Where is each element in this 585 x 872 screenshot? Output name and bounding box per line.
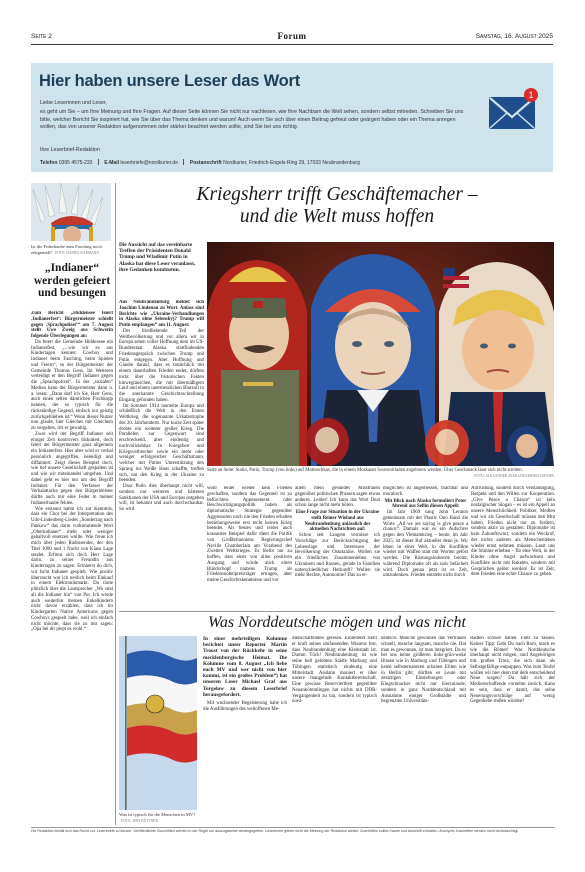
main-column-5: Aufrüstung, sondern durch Verständigung, Respekt und den Willen zur Kooperation. „Give Peace a Chance“ ist kein nostalgischer Slogan – es ist ein Appell an unsere Menschlichkeit. Politiker, Medien und wir als Gesellschaft müssen den Mut haben, Frieden nicht nur zu fordern, sondern aktiv zu gestalten. Diplomatie ist kein Zukunftswort, sondern ein Weckruf, der nichts anderes als Menschenleben wieder ernst nehmen müssen. Lasst uns die Stimme erheben – für eine Welt, in der Kinder ohne Angst aufwachsen und Konflikte nicht mit Raketen, sondern mit Gesprächen gelöst werden! Es ist Zeit, dem Frieden eine echte Chance zu geben.: [471, 486, 555, 578]
side-story-paragraph: Zwar wird der Begriff Indianer seit einiger Zeit kontrovers diskutiert, doch feiert der Bürgermeister ganz allgemein ein Indianerfest. Hier aber wird er verbal persönlich angegriffen, beleidigt und diffamiert. Zeigt dieses Beispiel doch, wie tief unsere Gesellschaft gespalten ist und wie wir miteinander umgehen. Und dabei geht es hier nur um den Begriff Indianer. Für den Verfasser der Verbalattacke gegen den Bürgermeister dürfte auch mir eine Feder in meiner Indianerhaube fehlen.: [31, 431, 113, 506]
issue-date: Samstag, 16. August 2025: [475, 33, 553, 40]
letter-intro: Eine Frage zur Situation in der Ukraine stellt Reiner Wieland aus Neubrandenburg anlässlich der aktuellen Nachrichten auf:: [295, 510, 380, 533]
banner-signoff: Ihre Leserbrief-Redaktion: [40, 147, 100, 153]
letter-intro: Aus Neubrandenburg meldet sich Joachim Lindenau zu Wort. Anlass sind Berichte wie „Ukraine-Verhandlungen in Alaska ohne Selenskyj? Trump will Putin empfangen“ am 11. August:: [119, 300, 204, 328]
section-name: Forum: [277, 31, 307, 41]
second-headline: Was Norddeutsche mögen und was nicht: [208, 614, 466, 631]
matryoshka-photo: [207, 242, 554, 466]
side-story-headline: „Indianer“ werden gefeiert und besungen: [33, 262, 111, 299]
footer-divider: [31, 827, 555, 828]
main-lead: Die Aussicht auf das vereinbarte Treffen der Präsidenten Donald Trump und Wladimir Putin in Alaska hat diese Leser veranlasst, ihre Gedanken kundzutun.: [119, 242, 196, 273]
matryoshka-photo-caption: Seite an Seite: Stalin, Putin, Trump (von links) auf Matroschkas, die in einem Moskauer Souvenirladen angeboten werden. Über Geschmack lässt sich nicht streiten. FOTO: ALEXANDER ZEMLIANICHENKO/AP/DPA: [207, 468, 554, 478]
flag-photo: [119, 636, 197, 810]
column-divider: [115, 183, 116, 825]
letter-intro: Mit Blick nach Alaska formuliert Peter Ahrend aus Sellin diesen Appell:: [384, 498, 467, 510]
side-story-paragraph: Da feiert die Gemeinde Hiddensee ein Indianerfest, „...wie wir es aus Kindertagen kennen: Cowboy und Indianer beim Fasching, beim Spielen und Feiern“, so der Bürgermeister der Gemeinde Thomas Gens. Im Weiteren verteidigt er den Begriff Indianer gegen die „Sprachpolizei“. In der „sozialen“ Medien kann der Bürgermeister dann u. a. lesen: „Dann darf ich Sie, Herr Gens, auch einen selten dämlichen Fischkopp nennen, der so typisch für die rückständige Gegend, einfach nur geistig zurückgeblieben ist.“ Wenn dieser Nutzer nun glaubt, hier Gleiches mit Gleichem zu vergelten, irrt er gewaltig.: [31, 339, 113, 431]
second-column-2: dienschaffenden gelesen. Einleitend stellt er kraft seines umfassenden Wissens fest, dass Neubrandenburg eine Kleinstadt ist. Dumm Tüch! Neubrandenburg ist wie seine hell gelobten Städte Marburg und Tübingen statistisch eindeutig eine Mittelstadt. Aisdann moniert er über unsere mangelnde Kontaktbereitschaft. Eine gewisse Reserviertheit gegenüber Neuankömmlingen hat nichts mit DDR-Vergangenheit zu tun, sondern ist typisch nord-: [292, 636, 377, 705]
second-lead: In einer mehrteiligen Kolumne berichtet unser Reporter Martin Troost von der Rückkehr in seine mecklenburgische Heimat. Die Kolumne vom 8. August „Ich liebe euch MV und wer nicht von hier kommt, ist ein großes Problem“) hat unseren Leser Michael Graf aus Torgelow zu diesem Leserbrief herausgefordert.: [203, 636, 287, 698]
phone-number: 0395 4575-233: [58, 160, 93, 166]
main-column-2: wohl leider wieder kein Frieden geschaffen, sondern das Gegenteil ist zu befürchten. Appeasement oder Beschwichtigungspolitik haben als diplomatische Strategie gegenüber Aggressoren noch nie den Frieden erhalten beziehungsweise erst recht keinen Krieg beendet. Als bestes und leider auch krassestes Beispiel dafür dient die Politik von Großbritanniens Regierungschef Neville Chamberlain am Vorabend des Zweiten Weltkrieges. Es bleibt nur zu hoffen, dass einer von allen positiven Ausgang und würde auch einen Blindschopf namens Trump als Friedensnobelpreisträger ertragen, aber meine Geschichtskenntnisse und vor: [207, 486, 292, 583]
letter-paragraph: Im Sommer 1914 taumelte Europa und schließlich die Welt in den Ersten Weltkrieg, die sogenannte Urkatastrophe des 20. Jahrhunderts. Nur kurze Zeit später drohte ein weiterer großer Krieg. Die Parallelen zur Gegenwart sind erschreckend, aber eindeutig und nachvollziehbar. In Kriegsherr und Kriegsverbrecher sowie ein mehr oder weniger erfolgreicher Geschäftsmann, welcher mit Putins Unterstützung den Sprung ins Weiße Haus schaffte, treffen sich, um den Krieg in der Ukraine zu beenden.: [119, 403, 204, 484]
letter-paragraph: Dass Putin dies überhaupt nicht will, sondern nur weiteren und härteren Sanktionen der USA und Europas entgehen will, ist bekannt und auch durchschaubar. So wird: [119, 484, 204, 512]
side-story-body: [31, 311, 113, 825]
second-column-1: In einer mehrteiligen Kolumne berichtet unser Reporter Martin Troost von der Rückkehr in seine mecklenburgische Heimat. Die Kolumne vom 8. August „Ich liebe euch MV und wer nicht von hier kommt, ist ein großes Problem“) hat unseren Leser Michael Graf aus Torgelow zu diesem Leserbrief herausgefordert. Mit wachsender Begeisterung habe ich die Ausführungen des weltoffenen Me-: [203, 636, 287, 712]
email-address[interactable]: leserbriefe@nordkurier.de: [120, 160, 178, 166]
letter-paragraph: Der friedliebende Teil der Weltbevölkerung und vor allem wir in Europa sehen voller Hoffnung dem im US-Bundesstaat Alaska stattfindenden Friedensgespräch zwischen Trump und Putin entgegen. Aber Hoffnung und Glaube darauf, dass es tatsächlich mit einem dauerhaften Frieden endet, dürften nicht über die historischen Fakten hinwegtäuschen, die mit übermäßigem Leid und einem unermesslichen Blutzoll in die anerkannte Geschichtsschreibung Eingang gefunden haben.: [119, 328, 204, 403]
main-column-4: möglichen ist angemessen, machbar und moralisch. Mit Blick nach Alaska formuliert Peter Ahrend aus Sellin diesen Appell: Im Jahr 1969 sang John Lennon gemeinsam mit der Plastic Ono Band die Worte „All we are saying is give peace a chance“. Damals war es ein Aufschrei gegen den Vietnamkrieg – heute, im Jahr 2025, ist dieser Ruf aktueller denn je. Wir leben in einer Welt, in der Konflikte wieder mit Waffen statt mit Worten gelöst werden. Die Rüstungsindustrie boomt, während Diplomatie oft als naiv belächelt wird. Doch genau jetzt ist es Zeit, umzudenken. Frieden entsteht nicht durch: [383, 486, 468, 579]
main-column-1: [119, 300, 204, 608]
reader-letters-banner: [31, 63, 553, 172]
side-story-lead: Zum Bericht „Hiddensee feiert ‚Indianerfest‘: Bürgermeister schießt gegen ‚Sprachpolizei‘“ am 7. August stellt Uwe Zweig aus Schwerin folgende Überlegungen an:: [31, 311, 113, 339]
banner-greeting: Liebe Leserinnen und Leser,: [40, 100, 107, 106]
notification-badge: 1: [528, 90, 534, 100]
headdress-photo: [31, 183, 111, 241]
banner-title: Hier haben unsere Leser das Wort: [39, 72, 301, 90]
envelope-icon: [487, 85, 539, 145]
postal-address: Nordkurier, Friedrich-Engels-Ring 29, 17033 Neubrandenburg: [223, 160, 360, 166]
section-divider: [119, 611, 555, 612]
side-story-paragraph: Wie erstaunt nahm ich zur Kenntnis, dass ein Chor bei der Interpretation des Udo-Lindenberg-Liedes „Sonderzug nach Pankow“ das darin vorkommende Wort „Oberindianer“ mehr oder weniger gehaltvoll ersetzen wollte. Wie freue ich mich über jeden Radiosender, der den Titel 1000 und 1 Nacht von Klaus Lage sendet. Erfreut sich doch Herr Lage darin, zu seiner Freundin aus Kindertagen zu sagen: Erinnerst du dich, wir ha'm Indianer gespielt. Wie positiv überrascht war ich neulich beim Einkauf in einem Elektronikmarkt. Da tönte plötzlich über die Lautsprecher „Wo sind all die Indianer hin“ von Pur. Ich werde auch weiterhin meinen Enkelkindern nicht davon erzählen, dass ich im Kindergarten Native Americans gegen Cowboys gespielt habe, weil ich einfach nicht möchte, dass sie zu mir sagen: „Opa bei dir piept es wohl.“: [31, 506, 113, 633]
headdress-photo-caption: Ist die Federhaube zum Fasching noch zeitgemäß? FOTO: DANIEL KARMANN: [31, 244, 102, 255]
banner-text: es geht um Sie – um Ihre Meinung und Ihre Fragen. Auf dieser Seite können Sie nicht nur nachlesen, wie Ihre Nachbarn die Welt sehen, sondern selbst mitreden. Schreiben Sie uns bitte, welcher Bericht Sie inspiriert hat, wie Sie über das Thema denken und warum! Auch wenn Sie sich über einen Beitrag gefreut oder geärgert haben oder ein Thema anregen wollen, das von unserer Redaktion aufgenommen oder stärker beachtet werden sollte, sind Sie bei uns richtig.: [40, 109, 464, 131]
footer-note: Die Redaktion behält sich das Recht vor, Leserbriefe zu kürzen. Veröffentlichte Zuschriften werden in der Regel nur auszugsweise wiedergegeben. Leserbriefe geben nicht die Meinung der Redaktion wieder. Zuschriften sollten Name und Anschrift enthalten. Anonyme Zuschriften werden nicht berücksichtigt.: [31, 829, 519, 833]
main-column-3: allem mein gesundes Misstrauen gegenüber politischen Phrasen sagen etwas anderes. Leider! Ich kann das Wort Deal schon lange nicht mehr hören. Eine Frage zur Situation in der Ukraine stellt Reiner Wieland aus Neubrandenburg anlässlich der aktuellen Nachrichten auf: Schon seit Langem vermisse ich Vorschläge zur Berücksichtigung der Lebenslage und Interessen der Bevölkerung der Ostukraine. Wollen sie ein friedliches Zusammenleben von Ukrainern und Russen, gerade in Familien unterschiedlicher Herkunft? Wollen sie mehr Rechte, Autonomie? Das zu er-: [295, 486, 380, 579]
page-number: Seite 2: [31, 33, 52, 40]
flag-photo-caption: Was ist typisch für die Menschen in MV? FOTO: JENS BÜTTNER: [119, 812, 196, 823]
second-column-3: deutsch. Manche gewinnen das Vertrauen schnell, manche langsam, manche nie. Hat man es gewonnen, ist man integriert. Da es bei uns keine größeren links-grün-woke Blasen wie in Marburg und Tübingen und keine selbsternannten urbanen Eliten wie in Berlin gibt, dürften es Leute mit derartigen Einstellungen oder Klugschnacker nicht nur hierzulande, sondern in ganz Norddeutschland mit Ausnahme einiger Großstädte und begrenzten Universitäts-: [381, 636, 466, 705]
page-header: [31, 31, 553, 45]
banner-contact: Telefon 0395 4575-233 E-Mail leserbriefe@nordkurier.de Postanschrift Nordkurier, Friedrich-Engels-Ring 29, 17033 Neubrandenburg: [40, 160, 360, 166]
main-headline: Kriegsherr trifft Geschäftemacher – und die Welt muss hoffen: [196, 184, 478, 227]
second-column-4: städten schwer haben. Fußt zu fassen. Keiner Tipp: Gebt Du nach Rom, mach es wie die Römer! Was Norddeutsche überhaupt nicht mögen, sind Angehörigen mit großen Trara, die sich dann als Selbstgefällige entpuppen. Was zum Teufel wollen wir hier denn mit dem entscheidend Neue wagen? Da hält sich der Medienschaffende vornehm zurück. Kann es sein, dass er damit, das seine Neuerungsvorschläge auf wenig Gegenliebe stoßen würden?: [470, 636, 555, 705]
